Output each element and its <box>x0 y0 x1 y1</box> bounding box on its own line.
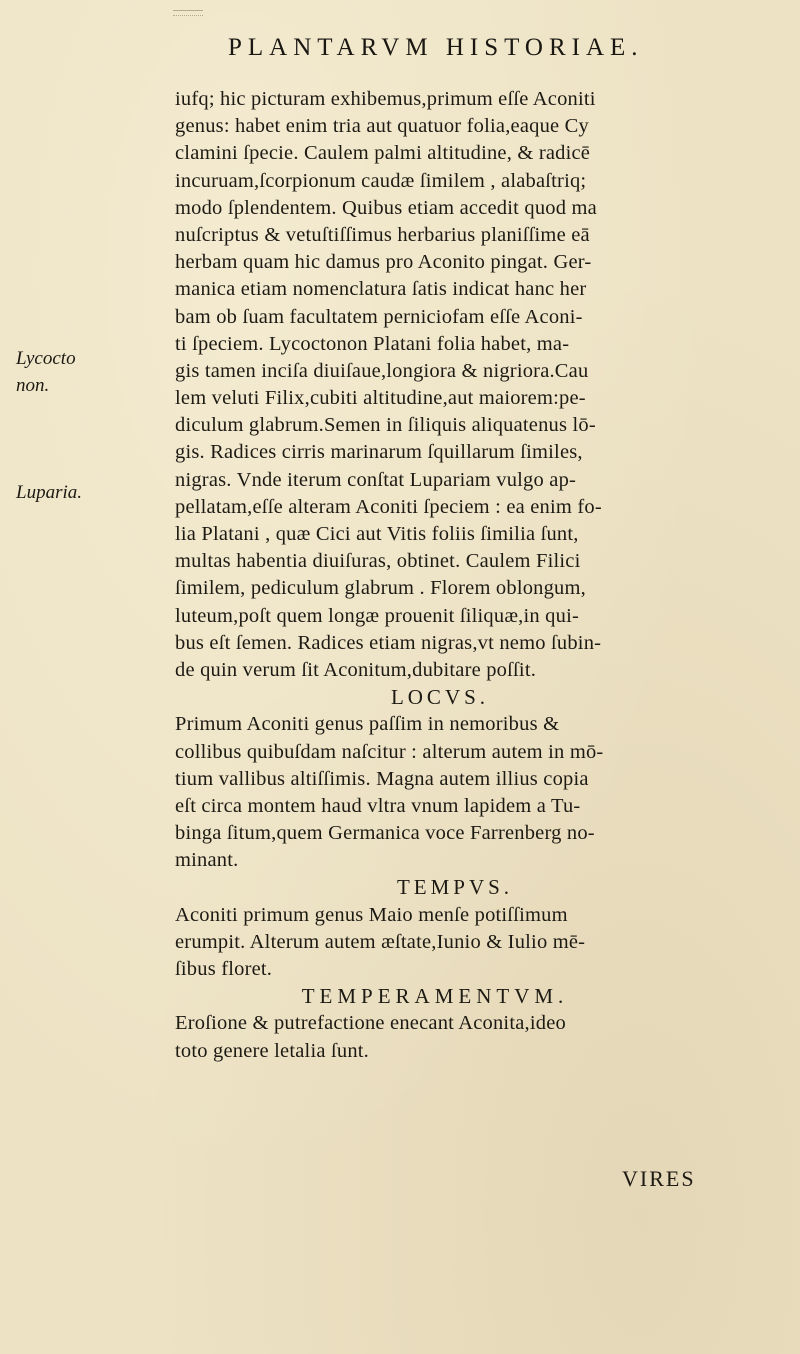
text-line: genus: habet enim tria aut quatuor folia,eaque Cy <box>175 115 589 138</box>
text-line: diculum glabrum.Semen in ſiliquis aliquatenus lō- <box>175 414 596 437</box>
text-line: luteum,poſt quem longæ prouenit ſiliquæ,in qui- <box>175 604 580 627</box>
text-line: nuſcriptus & vetuſtiſſimus herbarius planiſſime eā <box>175 223 590 246</box>
text-line: binga ſitum,quem Germanica voce Farrenberg no- <box>175 822 595 845</box>
running-head: PLANTARVM HISTORIAE. <box>228 34 644 61</box>
text-line: eſt circa montem haud vltra vnum lapidem a Tu- <box>175 794 581 817</box>
text-line: gis tamen inciſa diuiſaue,longiora & nigriora.Cau <box>175 359 589 382</box>
catchword: VIRES <box>622 1166 696 1191</box>
text-line: multas habentia diuiſuras, obtinet. Caulem Filici <box>175 550 581 573</box>
text-line: clamini ſpecie. Caulem palmi altitudine, & radicē <box>175 142 591 165</box>
text-line: manica etiam nomenclatura ſatis indicat hanc her <box>175 278 587 301</box>
text-line: minant. <box>175 849 239 872</box>
marginal-note-lycoctonon: Lycocto <box>16 348 76 369</box>
text-line: modo ſplendentem. Quibus etiam accedit quod ma <box>175 196 597 219</box>
text-line: lem veluti Filix,cubiti altitudine,aut maiorem:pe- <box>175 387 586 410</box>
marginal-note-luparia: Luparia. <box>16 482 82 503</box>
section-heading: TEMPERAMENTVM. <box>301 984 569 1009</box>
text-line: iufq; hic picturam exhibemus,primum eſſe Aconiti <box>175 88 596 110</box>
text-line: toto genere letalia ſunt. <box>175 1039 369 1062</box>
text-line: ſibus floret. <box>175 958 273 980</box>
text-line: collibus quibuſdam naſcitur : alterum autem in mō- <box>175 740 604 763</box>
text-line: bus eſt ſemen. Radices etiam nigras,vt nemo ſubin- <box>175 631 602 654</box>
text-line: erumpit. Alterum autem æſtate,Iunio & Iulio mē- <box>175 930 586 953</box>
text-line: nigras. Vnde iterum conſtat Lupariam vulgo ap- <box>175 468 577 491</box>
text-line: pellatam,eſſe alteram Aconiti ſpeciem : ea enim fo- <box>175 495 602 518</box>
text-line: incuruam,ſcorpionum caudæ ſimilem , alabaſtriq; <box>175 169 587 192</box>
text-line: ti ſpeciem. Lycoctonon Platani folia habet, ma- <box>175 332 570 355</box>
text-line: lia Platani , quæ Cici aut Vitis foliis ſimilia ſunt, <box>175 523 579 545</box>
marginal-note-lycoctonon-cont: non. <box>16 375 50 396</box>
text-line: Primum Aconiti genus paſſim in nemoribus & <box>175 713 560 736</box>
text-line: gis. Radices cirris marinarum ſquillarum ſimiles, <box>175 441 583 464</box>
text-line: ſimilem, pediculum glabrum . Florem oblongum, <box>175 577 586 600</box>
main-text-block <box>175 86 765 1065</box>
text-line: bam ob ſuam facultatem perniciofam eſſe Aconi- <box>175 305 583 328</box>
text-line: herbam quam hic damus pro Aconito pingat. Ger- <box>175 251 592 274</box>
ornament-mark <box>173 10 203 16</box>
text-line: tium vallibus altiſſimis. Magna autem illius copia <box>175 767 589 790</box>
text-line: de quin verum ſit Aconitum,dubitare poſſit. <box>175 658 537 681</box>
section-heading: LOCVS. <box>390 685 490 710</box>
text-line: Aconiti primum genus Maio menſe potiſſimum <box>175 903 568 926</box>
section-heading: TEMPVS. <box>396 875 514 900</box>
text-line: Eroſione & putrefactione enecant Aconita,ideo <box>175 1012 566 1035</box>
